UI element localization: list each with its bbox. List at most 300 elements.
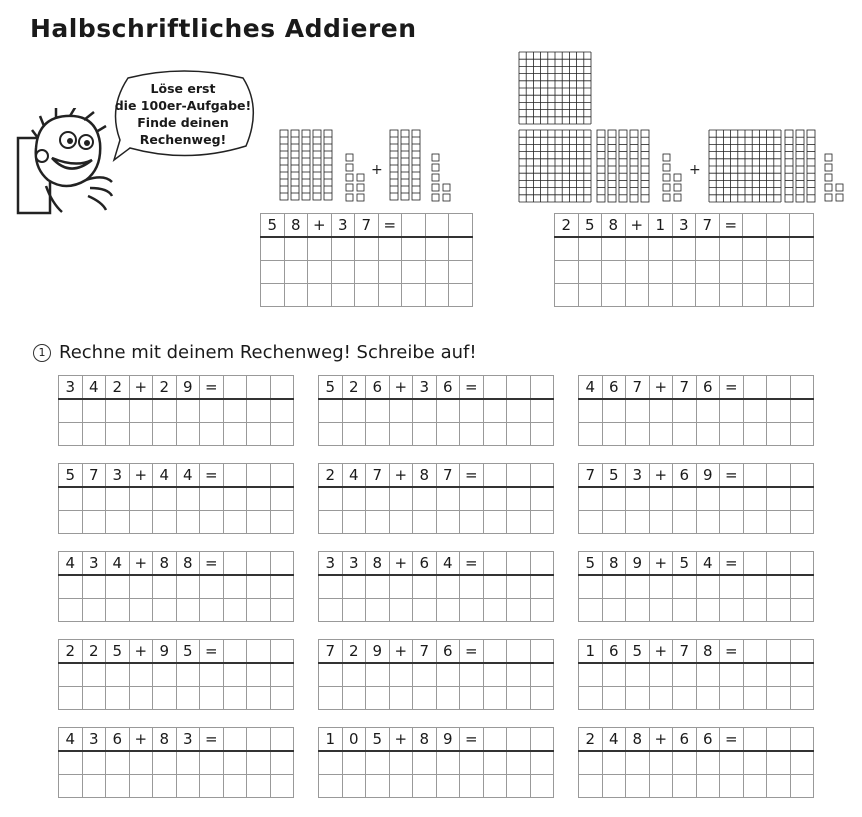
grid-cell[interactable] xyxy=(153,599,177,622)
grid-cell[interactable] xyxy=(767,399,791,423)
grid-cell[interactable] xyxy=(342,399,366,423)
grid-cell[interactable] xyxy=(790,751,814,775)
grid-cell[interactable] xyxy=(743,399,767,423)
grid-cell[interactable] xyxy=(270,487,294,511)
grid-cell[interactable] xyxy=(82,599,106,622)
grid-cell[interactable] xyxy=(790,687,814,710)
grid-cell[interactable] xyxy=(223,575,247,599)
grid-cell[interactable] xyxy=(767,575,791,599)
grid-cell[interactable] xyxy=(378,237,402,261)
grid-cell[interactable] xyxy=(530,552,554,576)
grid-cell[interactable] xyxy=(530,399,554,423)
grid-cell[interactable] xyxy=(649,261,673,284)
grid-cell[interactable] xyxy=(261,237,285,261)
grid-cell[interactable] xyxy=(720,575,744,599)
grid-cell[interactable] xyxy=(530,423,554,446)
grid-cell[interactable] xyxy=(602,575,626,599)
grid-cell[interactable] xyxy=(460,687,484,710)
grid-cell[interactable] xyxy=(625,237,649,261)
grid-cell[interactable] xyxy=(342,751,366,775)
grid-cell[interactable] xyxy=(483,663,507,687)
grid-cell[interactable] xyxy=(319,575,343,599)
grid-cell[interactable] xyxy=(106,599,130,622)
grid-cell[interactable] xyxy=(270,464,294,488)
grid-cell[interactable] xyxy=(767,663,791,687)
grid-cell[interactable] xyxy=(366,487,390,511)
grid-cell[interactable] xyxy=(331,237,355,261)
grid-cell[interactable] xyxy=(790,487,814,511)
grid-cell[interactable] xyxy=(413,511,437,534)
grid-cell[interactable] xyxy=(355,284,379,307)
grid-cell[interactable] xyxy=(602,751,626,775)
grid-cell[interactable] xyxy=(319,663,343,687)
grid-cell[interactable] xyxy=(261,261,285,284)
grid-cell[interactable] xyxy=(270,552,294,576)
grid-cell[interactable] xyxy=(106,575,130,599)
grid-cell[interactable] xyxy=(696,237,720,261)
grid-cell[interactable] xyxy=(270,728,294,752)
grid-cell[interactable] xyxy=(579,751,603,775)
grid-cell[interactable] xyxy=(649,487,673,511)
grid-cell[interactable] xyxy=(223,464,247,488)
grid-cell[interactable] xyxy=(626,663,650,687)
grid-cell[interactable] xyxy=(223,487,247,511)
grid-cell[interactable] xyxy=(673,423,697,446)
grid-cell[interactable] xyxy=(790,640,814,664)
grid-cell[interactable] xyxy=(436,487,460,511)
grid-cell[interactable] xyxy=(153,423,177,446)
grid-cell[interactable] xyxy=(378,261,402,284)
grid-cell[interactable] xyxy=(247,599,271,622)
grid-cell[interactable] xyxy=(602,423,626,446)
grid-cell[interactable] xyxy=(284,237,308,261)
grid-cell[interactable] xyxy=(153,663,177,687)
grid-cell[interactable] xyxy=(355,237,379,261)
grid-cell[interactable] xyxy=(483,599,507,622)
grid-cell[interactable] xyxy=(342,663,366,687)
grid-cell[interactable] xyxy=(378,284,402,307)
grid-cell[interactable] xyxy=(436,423,460,446)
grid-cell[interactable] xyxy=(436,751,460,775)
grid-cell[interactable] xyxy=(696,599,720,622)
grid-cell[interactable] xyxy=(530,487,554,511)
grid-cell[interactable] xyxy=(673,511,697,534)
grid-cell[interactable] xyxy=(106,399,130,423)
grid-cell[interactable] xyxy=(507,687,531,710)
grid-cell[interactable] xyxy=(413,423,437,446)
grid-cell[interactable] xyxy=(449,284,473,307)
grid-cell[interactable] xyxy=(743,237,767,261)
grid-cell[interactable] xyxy=(59,423,83,446)
grid-cell[interactable] xyxy=(200,599,224,622)
grid-cell[interactable] xyxy=(719,237,743,261)
grid-cell[interactable] xyxy=(626,487,650,511)
grid-cell[interactable] xyxy=(460,511,484,534)
grid-cell[interactable] xyxy=(270,399,294,423)
grid-cell[interactable] xyxy=(673,751,697,775)
grid-cell[interactable] xyxy=(719,261,743,284)
grid-cell[interactable] xyxy=(649,751,673,775)
grid-cell[interactable] xyxy=(413,575,437,599)
grid-cell[interactable] xyxy=(483,487,507,511)
grid-cell[interactable] xyxy=(82,751,106,775)
grid-cell[interactable] xyxy=(530,728,554,752)
grid-cell[interactable] xyxy=(767,552,791,576)
grid-cell[interactable] xyxy=(579,423,603,446)
grid-cell[interactable] xyxy=(649,663,673,687)
grid-cell[interactable] xyxy=(331,284,355,307)
grid-cell[interactable] xyxy=(460,599,484,622)
grid-cell[interactable] xyxy=(247,663,271,687)
grid-cell[interactable] xyxy=(436,511,460,534)
grid-cell[interactable] xyxy=(767,687,791,710)
grid-cell[interactable] xyxy=(507,552,531,576)
grid-cell[interactable] xyxy=(649,237,673,261)
grid-cell[interactable] xyxy=(261,284,285,307)
grid-cell[interactable] xyxy=(59,751,83,775)
grid-cell[interactable] xyxy=(602,599,626,622)
grid-cell[interactable] xyxy=(767,775,791,798)
grid-cell[interactable] xyxy=(284,284,308,307)
grid-cell[interactable] xyxy=(389,399,413,423)
grid-cell[interactable] xyxy=(425,261,449,284)
grid-cell[interactable] xyxy=(176,775,200,798)
grid-cell[interactable] xyxy=(578,284,602,307)
grid-cell[interactable] xyxy=(602,487,626,511)
grid-cell[interactable] xyxy=(129,687,153,710)
grid-cell[interactable] xyxy=(270,640,294,664)
grid-cell[interactable] xyxy=(223,376,247,400)
grid-cell[interactable] xyxy=(483,423,507,446)
grid-cell[interactable] xyxy=(626,775,650,798)
grid-cell[interactable] xyxy=(767,423,791,446)
grid-cell[interactable] xyxy=(389,663,413,687)
grid-cell[interactable] xyxy=(176,751,200,775)
grid-cell[interactable] xyxy=(649,775,673,798)
grid-cell[interactable] xyxy=(436,599,460,622)
grid-cell[interactable] xyxy=(308,237,332,261)
grid-cell[interactable] xyxy=(247,751,271,775)
grid-cell[interactable] xyxy=(176,575,200,599)
grid-cell[interactable] xyxy=(720,399,744,423)
grid-cell[interactable] xyxy=(578,261,602,284)
grid-cell[interactable] xyxy=(790,237,814,261)
grid-cell[interactable] xyxy=(530,575,554,599)
grid-cell[interactable] xyxy=(342,775,366,798)
grid-cell[interactable] xyxy=(366,751,390,775)
grid-cell[interactable] xyxy=(743,728,767,752)
grid-cell[interactable] xyxy=(626,511,650,534)
grid-cell[interactable] xyxy=(766,284,790,307)
grid-cell[interactable] xyxy=(507,376,531,400)
grid-cell[interactable] xyxy=(719,284,743,307)
grid-cell[interactable] xyxy=(59,399,83,423)
grid-cell[interactable] xyxy=(602,399,626,423)
grid-cell[interactable] xyxy=(673,687,697,710)
grid-cell[interactable] xyxy=(507,751,531,775)
grid-cell[interactable] xyxy=(460,775,484,798)
grid-cell[interactable] xyxy=(247,640,271,664)
grid-cell[interactable] xyxy=(59,687,83,710)
grid-cell[interactable] xyxy=(200,751,224,775)
grid-cell[interactable] xyxy=(223,687,247,710)
grid-cell[interactable] xyxy=(579,399,603,423)
grid-cell[interactable] xyxy=(200,511,224,534)
grid-cell[interactable] xyxy=(342,423,366,446)
grid-cell[interactable] xyxy=(129,751,153,775)
grid-cell[interactable] xyxy=(389,599,413,622)
grid-cell[interactable] xyxy=(672,261,696,284)
grid-cell[interactable] xyxy=(626,687,650,710)
grid-cell[interactable] xyxy=(579,775,603,798)
grid-cell[interactable] xyxy=(247,487,271,511)
grid-cell[interactable] xyxy=(129,423,153,446)
grid-cell[interactable] xyxy=(790,464,814,488)
grid-cell[interactable] xyxy=(507,487,531,511)
grid-cell[interactable] xyxy=(153,751,177,775)
grid-cell[interactable] xyxy=(223,728,247,752)
grid-cell[interactable] xyxy=(649,599,673,622)
grid-cell[interactable] xyxy=(247,511,271,534)
grid-cell[interactable] xyxy=(59,599,83,622)
grid-cell[interactable] xyxy=(153,575,177,599)
grid-cell[interactable] xyxy=(308,284,332,307)
grid-cell[interactable] xyxy=(106,775,130,798)
grid-cell[interactable] xyxy=(579,687,603,710)
grid-cell[interactable] xyxy=(507,575,531,599)
grid-cell[interactable] xyxy=(223,423,247,446)
grid-cell[interactable] xyxy=(673,575,697,599)
grid-cell[interactable] xyxy=(366,663,390,687)
grid-cell[interactable] xyxy=(366,599,390,622)
grid-cell[interactable] xyxy=(270,599,294,622)
grid-cell[interactable] xyxy=(579,487,603,511)
grid-cell[interactable] xyxy=(673,399,697,423)
grid-cell[interactable] xyxy=(436,775,460,798)
grid-cell[interactable] xyxy=(790,261,814,284)
grid-cell[interactable] xyxy=(602,687,626,710)
grid-cell[interactable] xyxy=(153,511,177,534)
grid-cell[interactable] xyxy=(673,663,697,687)
grid-cell[interactable] xyxy=(790,552,814,576)
grid-cell[interactable] xyxy=(767,511,791,534)
grid-cell[interactable] xyxy=(507,423,531,446)
grid-cell[interactable] xyxy=(223,640,247,664)
grid-cell[interactable] xyxy=(342,511,366,534)
grid-cell[interactable] xyxy=(342,575,366,599)
grid-cell[interactable] xyxy=(200,687,224,710)
grid-cell[interactable] xyxy=(696,687,720,710)
grid-cell[interactable] xyxy=(223,511,247,534)
grid-cell[interactable] xyxy=(672,284,696,307)
grid-cell[interactable] xyxy=(530,464,554,488)
grid-cell[interactable] xyxy=(319,687,343,710)
grid-cell[interactable] xyxy=(483,552,507,576)
grid-cell[interactable] xyxy=(625,284,649,307)
grid-cell[interactable] xyxy=(483,728,507,752)
grid-cell[interactable] xyxy=(223,775,247,798)
grid-cell[interactable] xyxy=(402,261,426,284)
grid-cell[interactable] xyxy=(82,423,106,446)
grid-cell[interactable] xyxy=(366,423,390,446)
grid-cell[interactable] xyxy=(626,751,650,775)
grid-cell[interactable] xyxy=(342,687,366,710)
grid-cell[interactable] xyxy=(720,663,744,687)
grid-cell[interactable] xyxy=(483,376,507,400)
grid-cell[interactable] xyxy=(247,575,271,599)
grid-cell[interactable] xyxy=(176,599,200,622)
grid-cell[interactable] xyxy=(743,423,767,446)
grid-cell[interactable] xyxy=(319,775,343,798)
grid-cell[interactable] xyxy=(767,728,791,752)
grid-cell[interactable] xyxy=(790,284,814,307)
grid-cell[interactable] xyxy=(59,487,83,511)
grid-cell[interactable] xyxy=(270,751,294,775)
grid-cell[interactable] xyxy=(579,599,603,622)
grid-cell[interactable] xyxy=(82,687,106,710)
grid-cell[interactable] xyxy=(530,599,554,622)
grid-cell[interactable] xyxy=(626,575,650,599)
grid-cell[interactable] xyxy=(106,423,130,446)
grid-cell[interactable] xyxy=(696,487,720,511)
grid-cell[interactable] xyxy=(530,687,554,710)
grid-cell[interactable] xyxy=(247,376,271,400)
grid-cell[interactable] xyxy=(82,575,106,599)
grid-cell[interactable] xyxy=(673,775,697,798)
grid-cell[interactable] xyxy=(696,399,720,423)
grid-cell[interactable] xyxy=(530,511,554,534)
grid-cell[interactable] xyxy=(247,423,271,446)
grid-cell[interactable] xyxy=(425,284,449,307)
grid-cell[interactable] xyxy=(743,487,767,511)
grid-cell[interactable] xyxy=(176,399,200,423)
grid-cell[interactable] xyxy=(579,575,603,599)
grid-cell[interactable] xyxy=(530,751,554,775)
grid-cell[interactable] xyxy=(59,775,83,798)
grid-cell[interactable] xyxy=(270,376,294,400)
grid-cell[interactable] xyxy=(319,751,343,775)
grid-cell[interactable] xyxy=(153,687,177,710)
grid-cell[interactable] xyxy=(555,284,579,307)
grid-cell[interactable] xyxy=(743,511,767,534)
grid-cell[interactable] xyxy=(555,261,579,284)
grid-cell[interactable] xyxy=(284,261,308,284)
grid-cell[interactable] xyxy=(402,284,426,307)
grid-cell[interactable] xyxy=(106,751,130,775)
grid-cell[interactable] xyxy=(413,663,437,687)
grid-cell[interactable] xyxy=(436,687,460,710)
grid-cell[interactable] xyxy=(672,237,696,261)
grid-cell[interactable] xyxy=(460,423,484,446)
grid-cell[interactable] xyxy=(602,663,626,687)
grid-cell[interactable] xyxy=(223,599,247,622)
grid-cell[interactable] xyxy=(129,663,153,687)
grid-cell[interactable] xyxy=(270,511,294,534)
grid-cell[interactable] xyxy=(129,599,153,622)
grid-cell[interactable] xyxy=(223,399,247,423)
grid-cell[interactable] xyxy=(625,261,649,284)
grid-cell[interactable] xyxy=(389,775,413,798)
grid-cell[interactable] xyxy=(602,511,626,534)
grid-cell[interactable] xyxy=(743,284,767,307)
grid-cell[interactable] xyxy=(366,399,390,423)
grid-cell[interactable] xyxy=(389,423,413,446)
grid-cell[interactable] xyxy=(743,775,767,798)
grid-cell[interactable] xyxy=(649,687,673,710)
grid-cell[interactable] xyxy=(449,261,473,284)
grid-cell[interactable] xyxy=(743,575,767,599)
grid-cell[interactable] xyxy=(507,464,531,488)
grid-cell[interactable] xyxy=(790,775,814,798)
grid-cell[interactable] xyxy=(106,687,130,710)
grid-cell[interactable] xyxy=(696,284,720,307)
grid-cell[interactable] xyxy=(626,599,650,622)
grid-cell[interactable] xyxy=(308,261,332,284)
grid-cell[interactable] xyxy=(696,663,720,687)
grid-cell[interactable] xyxy=(319,487,343,511)
grid-cell[interactable] xyxy=(483,511,507,534)
grid-cell[interactable] xyxy=(247,687,271,710)
grid-cell[interactable] xyxy=(200,423,224,446)
grid-cell[interactable] xyxy=(649,575,673,599)
grid-cell[interactable] xyxy=(200,663,224,687)
grid-cell[interactable] xyxy=(129,575,153,599)
grid-cell[interactable] xyxy=(413,599,437,622)
grid-cell[interactable] xyxy=(460,575,484,599)
grid-cell[interactable] xyxy=(59,511,83,534)
grid-cell[interactable] xyxy=(483,464,507,488)
grid-cell[interactable] xyxy=(790,728,814,752)
grid-cell[interactable] xyxy=(743,376,767,400)
grid-cell[interactable] xyxy=(319,599,343,622)
grid-cell[interactable] xyxy=(270,687,294,710)
grid-cell[interactable] xyxy=(790,663,814,687)
grid-cell[interactable] xyxy=(579,511,603,534)
grid-cell[interactable] xyxy=(270,423,294,446)
grid-cell[interactable] xyxy=(247,728,271,752)
grid-cell[interactable] xyxy=(389,511,413,534)
grid-cell[interactable] xyxy=(460,663,484,687)
grid-cell[interactable] xyxy=(696,775,720,798)
grid-cell[interactable] xyxy=(223,663,247,687)
grid-cell[interactable] xyxy=(59,663,83,687)
grid-cell[interactable] xyxy=(696,511,720,534)
grid-cell[interactable] xyxy=(649,284,673,307)
grid-cell[interactable] xyxy=(507,775,531,798)
grid-cell[interactable] xyxy=(767,599,791,622)
grid-cell[interactable] xyxy=(176,423,200,446)
grid-cell[interactable] xyxy=(129,487,153,511)
grid-cell[interactable] xyxy=(366,775,390,798)
grid-cell[interactable] xyxy=(247,399,271,423)
grid-cell[interactable] xyxy=(649,423,673,446)
grid-cell[interactable] xyxy=(507,663,531,687)
grid-cell[interactable] xyxy=(106,487,130,511)
grid-cell[interactable] xyxy=(720,751,744,775)
grid-cell[interactable] xyxy=(106,663,130,687)
grid-cell[interactable] xyxy=(223,751,247,775)
grid-cell[interactable] xyxy=(507,599,531,622)
grid-cell[interactable] xyxy=(507,511,531,534)
grid-cell[interactable] xyxy=(602,261,626,284)
grid-cell[interactable] xyxy=(366,511,390,534)
grid-cell[interactable] xyxy=(530,663,554,687)
grid-cell[interactable] xyxy=(413,487,437,511)
grid-cell[interactable] xyxy=(743,261,767,284)
grid-cell[interactable] xyxy=(483,399,507,423)
grid-cell[interactable] xyxy=(106,511,130,534)
grid-cell[interactable] xyxy=(530,775,554,798)
